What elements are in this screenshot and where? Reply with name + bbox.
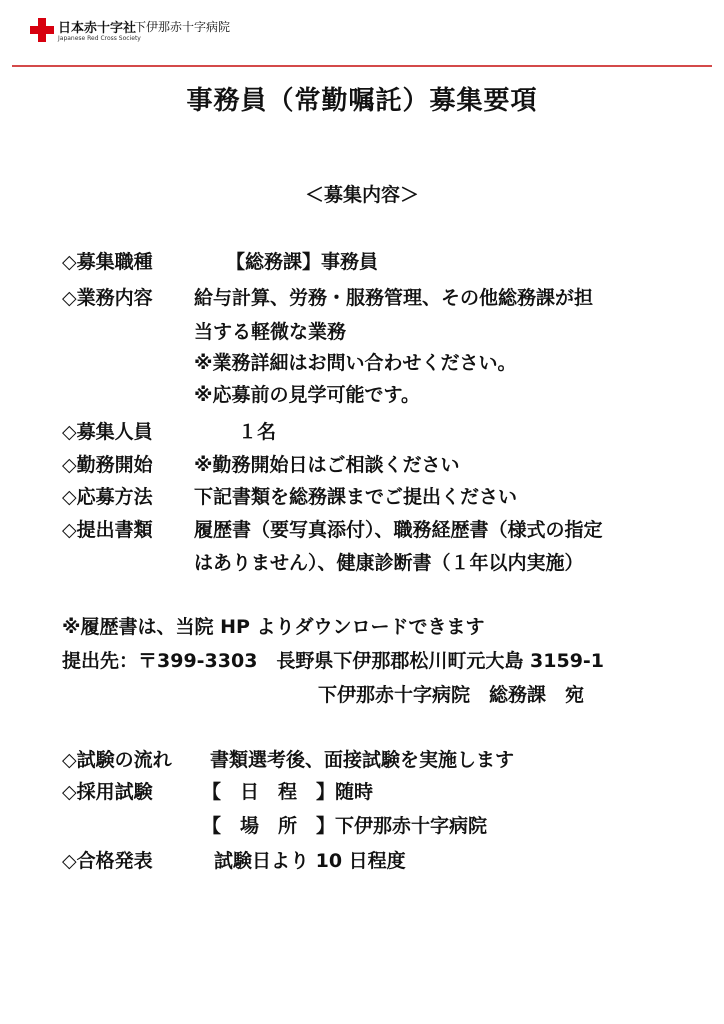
header-divider (12, 65, 712, 67)
item-value: 書類選考後、面接試験を実施します (210, 749, 515, 771)
item-apply (62, 482, 518, 509)
item-value: 給与計算、労務・服務管理、その他総務課が担 (194, 287, 594, 309)
item-label: ◇採用試験 (62, 781, 153, 803)
exam-flow (62, 745, 515, 772)
item-duties (62, 283, 594, 310)
item-job-type (62, 247, 379, 274)
submit-address: 提出先：〒399-3303 長野県下伊那郡松川町元大島 3159-1 (62, 650, 605, 672)
item-headcount (62, 417, 277, 444)
item-value: ※勤務開始日はご相談ください (194, 454, 460, 476)
item-value: 【総務課】事務員 (226, 251, 379, 273)
org-name: 日本赤十字社 (58, 21, 137, 36)
item-value: 下記書類を総務課までご提出ください (194, 486, 518, 508)
item-label: ◇業務内容 (62, 287, 153, 309)
item-label: ◇合格発表 (62, 850, 153, 872)
submit-recipient: 下伊那赤十字病院 総務課 宛 (318, 684, 585, 706)
item-duties-note: ※業務詳細はお問い合わせください。 (194, 352, 517, 374)
org-name-en: Japanese Red Cross Society (58, 35, 141, 42)
red-cross-logo-icon (30, 18, 54, 42)
item-label: ◇募集人員 (62, 421, 153, 443)
item-documents (62, 515, 603, 542)
page-header (30, 16, 710, 48)
section-heading: ＜募集内容＞ (304, 184, 419, 206)
item-value: １名 (238, 421, 277, 443)
item-label: ◇提出書類 (62, 519, 153, 541)
item-label: ◇応募方法 (62, 486, 153, 508)
hospital-name: 下伊那赤十字病院 (134, 20, 231, 34)
page-title: 事務員（常勤嘱託）募集要項 (186, 86, 538, 116)
item-documents-cont: はありません）、健康診断書（１年以内実施） (194, 552, 584, 574)
item-label: ◇募集職種 (62, 251, 153, 273)
item-value: 【 日 程 】随時 (202, 781, 374, 803)
exam-result (62, 846, 406, 873)
item-duties-note: ※応募前の見学可能です。 (194, 384, 420, 406)
exam-hiring (62, 777, 374, 804)
download-note: ※履歴書は、当院 HP よりダウンロードできます (62, 616, 485, 638)
item-duties-cont: 当する軽微な業務 (194, 321, 347, 343)
item-label: ◇試験の流れ (62, 749, 172, 771)
item-label: ◇勤務開始 (62, 454, 153, 476)
exam-hiring-place: 【 場 所 】下伊那赤十字病院 (202, 815, 488, 837)
item-start (62, 450, 460, 477)
item-value: 試験日より 10 日程度 (214, 850, 406, 872)
item-value: 履歴書（要写真添付）、職務経歴書（様式の指定 (194, 519, 603, 541)
